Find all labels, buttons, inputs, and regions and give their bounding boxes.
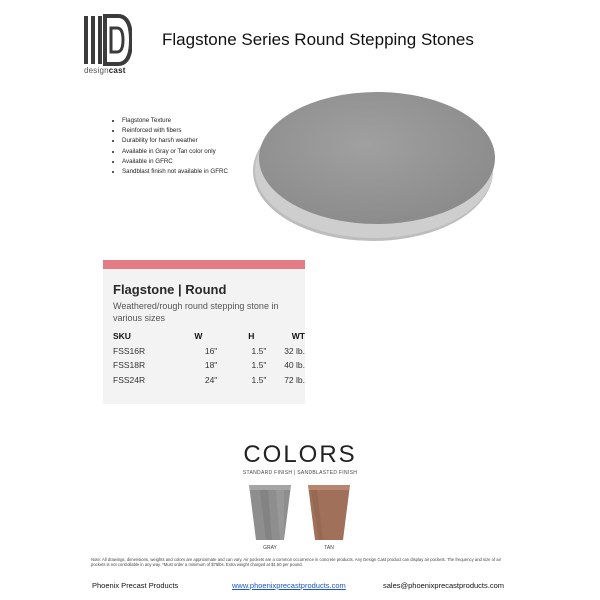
feature-item: • Sandblast finish not available in GFRC [122,167,228,177]
colors-heading: COLORS [243,441,357,468]
sku-cell: FSS18R [113,360,146,371]
table-row [113,344,305,359]
feature-item: • Flagstone Texture [122,116,228,126]
sku-cell: FSS16R [113,345,146,356]
sku-cell: FSS24R [113,374,146,385]
col-header-wt: WT [291,331,305,342]
height-cell: 1.5" [251,374,267,385]
col-header-w: W [194,331,203,342]
swatch-label-tan: TAN [324,545,334,551]
height-cell: 1.5" [251,360,267,371]
feature-item: • Available in GFRC [122,157,228,167]
feature-item: • Available in Gray or Tan color only [122,147,228,157]
weight-cell: 40 lb. [284,360,305,371]
footer-website-link[interactable]: www.phoenixprecastproducts.com [232,581,346,590]
weight-cell: 32 lb. [284,345,305,356]
footer-email[interactable]: sales@phoenixprecastproducts.com [383,581,505,590]
footer-company-name: Phoenix Precast Products [92,581,179,590]
spec-header-row [113,329,305,344]
table-row [113,358,305,373]
swatch-label-gray: GRAY [263,545,277,551]
width-cell: 18" [204,360,218,371]
disclaimer-note: Note: All drawings, dimensions, weights and colors are approximate and can vary. Air pockets are a common occurrence in concrete products. Any Design Cast product can display air pockets. The frequency and size of air pockets is not controllable in any way. *Must order a minimum of $75lbs. Extra weight charged at $1.50 per pound. [91,557,501,568]
col-header-sku: SKU [113,331,131,342]
card-accent-bar [103,260,305,269]
feature-list [108,116,228,177]
width-cell: 24" [204,374,218,385]
card-subtitle: Weathered/rough round stepping stone in various sizes [113,301,279,323]
spec-table [113,329,305,387]
gray-planter-swatch [246,482,294,542]
height-cell: 1.5" [251,345,267,356]
feature-item: • Reinforced with fibers [122,126,228,136]
table-row [113,373,305,388]
colors-subheading: STANDARD FINISH | SANDBLASTED FINISH [242,470,358,476]
product-spec-card [103,260,305,404]
card-title: Flagstone | Round [113,282,227,297]
feature-item: • Durability for harsh weather [122,136,228,146]
width-cell: 16" [204,345,218,356]
weight-cell: 72 lb. [284,374,305,385]
stepping-stone-image [246,84,501,244]
page-title: Flagstone Series Round Stepping Stones [162,30,474,49]
logo-wordmark: designcast [84,66,126,75]
col-header-h: H [248,331,255,342]
tan-planter-swatch [305,482,353,542]
